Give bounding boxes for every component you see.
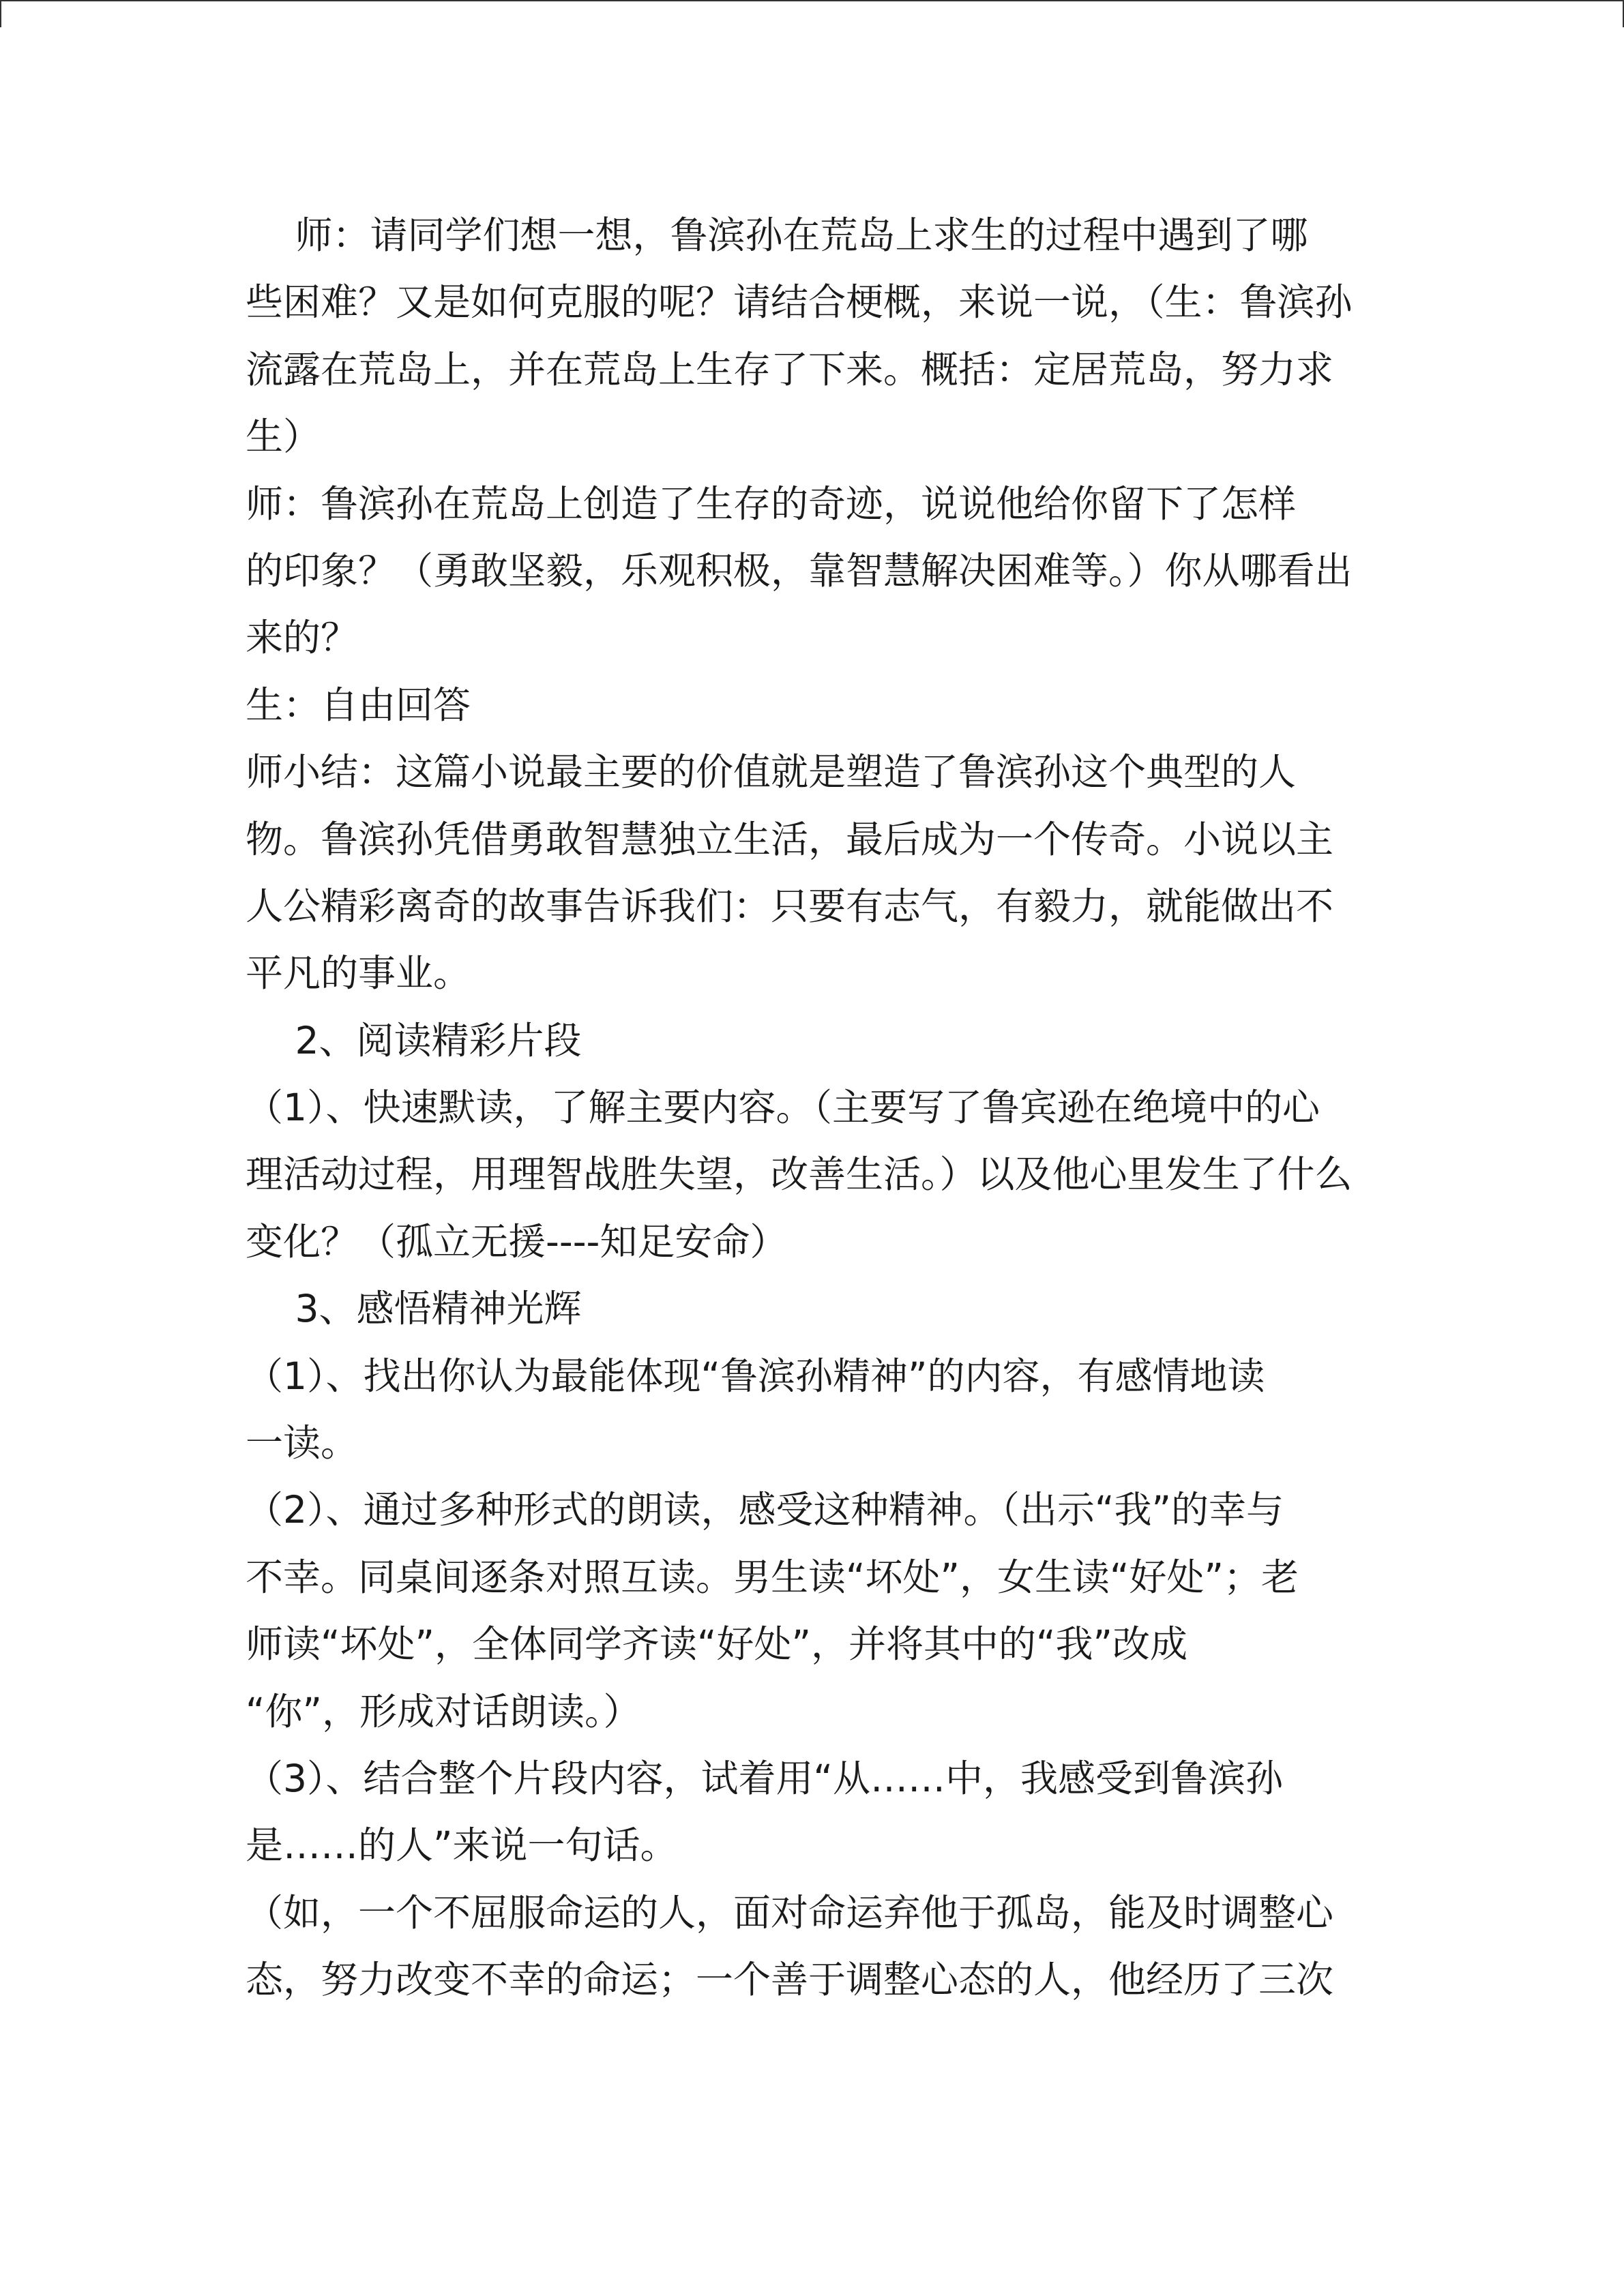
- text-line: 理活动过程，用理智战胜失望，改善生活。）以及他心里发生了什么: [246, 1152, 1353, 1197]
- text-line: 生：自由回答: [246, 683, 471, 727]
- text-line: 是……的人”来说一句话。: [246, 1823, 678, 1868]
- text-line: 师：请同学们想一想，鲁滨孙在荒岛上求生的过程中遇到了哪: [246, 213, 1308, 257]
- text-line: 些困难？又是如何克服的呢？请结合梗概，来说一说，（生：鲁滨孙: [246, 280, 1353, 325]
- section-heading: 3、感悟精神光辉: [246, 1287, 582, 1331]
- text-line: 人公精彩离奇的故事告诉我们：只要有志气，有毅力，就能做出不: [246, 884, 1334, 928]
- document-body: [246, 202, 1378, 2014]
- text-line: 变化？（孤立无援----知足安命）: [246, 1219, 788, 1264]
- page-top-border: [0, 0, 1624, 1]
- section-heading: 2、阅读精彩片段: [246, 1018, 582, 1062]
- text-line: 一读。: [246, 1421, 359, 1465]
- text-line: 来的？: [246, 616, 359, 660]
- text-line: （如，一个不屈服命运的人，面对命运弃他于孤岛，能及时调整心: [246, 1890, 1334, 1935]
- text-line: 生）: [246, 415, 321, 459]
- text-line: “你”，形成对话朗读。）: [246, 1689, 641, 1733]
- text-line: 物。鲁滨孙凭借勇敢智慧独立生活，最后成为一个传奇。小说以主: [246, 817, 1334, 861]
- text-line: 平凡的事业。: [246, 951, 471, 996]
- text-line: 态，努力改变不幸的命运；一个善于调整心态的人，他经历了三次: [246, 1958, 1334, 2002]
- text-line: 师：鲁滨孙在荒岛上创造了生存的奇迹，说说他给你留下了怎样: [246, 481, 1297, 526]
- text-line: （2）、通过多种形式的朗读，感受这种精神。（出示“我”的幸与: [246, 1488, 1284, 1532]
- page-left-border: [0, 0, 1, 27]
- text-line: （1）、找出你认为最能体现“鲁滨孙精神”的内容，有感情地读: [246, 1354, 1265, 1398]
- text-line: （3）、结合整个片段内容，试着用“从……中，我感受到鲁滨孙: [246, 1756, 1283, 1800]
- text-line: 师小结：这篇小说最主要的价值就是塑造了鲁滨孙这个典型的人: [246, 750, 1297, 794]
- text-line: 流露在荒岛上，并在荒岛上生存了下来。概括：定居荒岛，努力求: [246, 347, 1334, 391]
- text-line: 师读“坏处”，全体同学齐读“好处”，并将其中的“我”改成: [246, 1622, 1187, 1667]
- text-line: 不幸。同桌间逐条对照互读。男生读“坏处”，女生读“好处”；老: [246, 1555, 1299, 1599]
- text-line: （1）、快速默读，了解主要内容。（主要写了鲁宾逊在绝境中的心: [246, 1086, 1320, 1130]
- text-line: 的印象？（勇敢坚毅，乐观积极，靠智慧解决困难等。）你从哪看出: [246, 548, 1353, 593]
